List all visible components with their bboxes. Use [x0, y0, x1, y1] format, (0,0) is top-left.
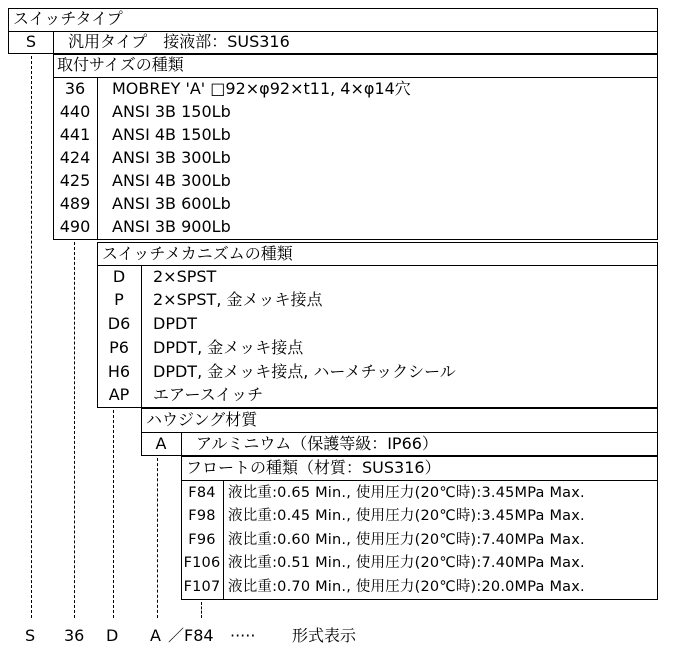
divider [97, 77, 98, 240]
model-ellipsis: ····· [230, 626, 256, 645]
divider [223, 480, 224, 600]
float-code: F107 [183, 579, 221, 595]
divider [53, 77, 658, 78]
mechanism-desc: 2×SPST [153, 267, 217, 286]
mount-desc: ANSI 3B 300Lb [112, 148, 231, 167]
mount-desc: ANSI 3B 900Lb [112, 217, 231, 236]
connector-line-switch-type [31, 56, 32, 618]
model-part-housing: A [150, 626, 161, 645]
mechanism-title: スイッチメカニズムの種類 [102, 244, 293, 263]
float-desc: 液比重:0.60 Min., 使用圧力(20℃時):7.40MPa Max. [228, 532, 585, 548]
mechanism-desc: エアースイッチ [153, 385, 264, 404]
mount-desc: MOBREY 'A' □92×φ92×t11, 4×φ14穴 [112, 79, 411, 98]
mount-code: 425 [59, 171, 91, 190]
mount-code: 441 [59, 125, 91, 144]
housing-code: A [155, 434, 167, 453]
connector-line-mount-size [74, 242, 75, 618]
float-code: F106 [183, 555, 221, 571]
mechanism-code: H6 [107, 362, 131, 381]
mechanism-code: D [112, 267, 126, 286]
float-desc: 液比重:0.45 Min., 使用圧力(20℃時):3.45MPa Max. [228, 508, 585, 524]
mechanism-code: AP [108, 385, 130, 404]
connector-line-mechanism [113, 410, 114, 618]
mechanism-desc: DPDT [153, 314, 198, 333]
mount-code: 489 [59, 194, 91, 213]
mechanism-code: P6 [109, 338, 129, 357]
mechanism-desc: 2×SPST, 金メッキ接点 [153, 290, 323, 309]
mount-desc: ANSI 3B 150Lb [112, 102, 231, 121]
switch-type-desc: 汎用タイプ 接液部：SUS316 [68, 32, 290, 51]
mount-desc: ANSI 3B 600Lb [112, 194, 231, 213]
divider [141, 265, 142, 408]
mechanism-code: P [114, 290, 124, 309]
mechanism-code: D6 [107, 314, 131, 333]
model-display-label: 形式表示 [292, 626, 357, 645]
float-code: F84 [188, 485, 216, 501]
float-desc: 液比重:0.70 Min., 使用圧力(20℃時):20.0MPa Max. [228, 579, 585, 595]
switch-type-code: S [25, 32, 37, 51]
model-part-mount-size: 36 [64, 626, 85, 645]
mount-desc: ANSI 4B 150Lb [112, 125, 231, 144]
divider [141, 432, 658, 433]
connector-line-float [201, 602, 202, 618]
housing-title: ハウジング材質 [146, 410, 258, 429]
mechanism-desc: DPDT, 金メッキ接点 [153, 338, 304, 357]
divider [97, 265, 658, 266]
housing-desc: アルミニウム（保護等級：IP66） [196, 434, 438, 453]
float-title: フロートの種類（材質：SUS316） [186, 458, 441, 477]
mount-code: 440 [59, 102, 91, 121]
divider [181, 480, 658, 481]
mount-code: 490 [59, 217, 91, 236]
mount-code: 424 [59, 148, 91, 167]
connector-line-housing [157, 458, 158, 618]
mount-size-title: 取付サイズの種類 [57, 55, 184, 74]
model-part-mechanism: D [106, 626, 119, 645]
model-part-switch-type: S [25, 626, 36, 645]
float-code: F96 [188, 532, 216, 548]
switch-type-title: スイッチタイプ [13, 9, 123, 28]
divider [53, 31, 54, 54]
model-part-float: ／F84 [168, 626, 214, 645]
mount-code: 36 [64, 79, 86, 98]
float-code: F98 [188, 508, 216, 524]
divider [181, 432, 182, 456]
float-desc: 液比重:0.65 Min., 使用圧力(20℃時):3.45MPa Max. [228, 485, 585, 501]
mount-desc: ANSI 4B 300Lb [112, 171, 231, 190]
float-desc: 液比重:0.51 Min., 使用圧力(20℃時):7.40MPa Max. [228, 555, 585, 571]
mechanism-desc: DPDT, 金メッキ接点, ハーメチックシール [153, 362, 456, 381]
